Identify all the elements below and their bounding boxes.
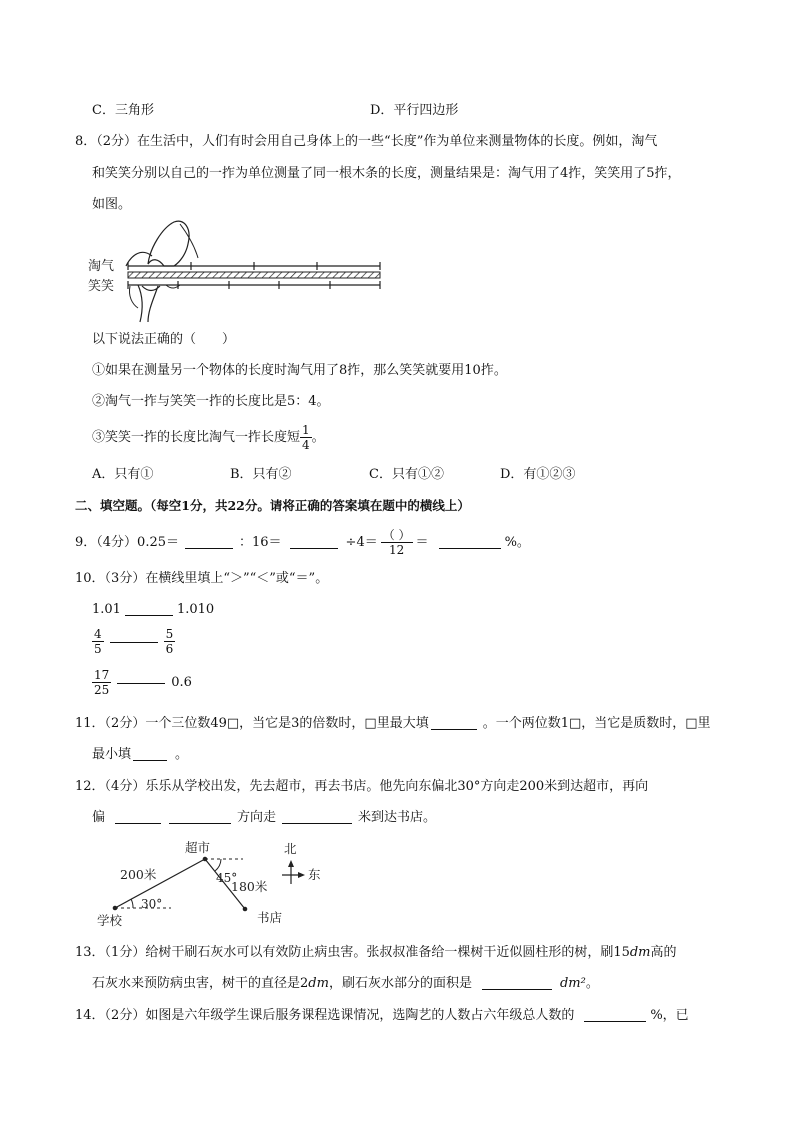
- q14-l1-a: 14．（2分）如图是六年级学生课后服务课程选课情况，选陶艺的人数占六年级总人数的: [75, 1008, 575, 1023]
- q13-l2-c: 。: [585, 976, 599, 991]
- east-arrow-icon: [298, 872, 305, 878]
- q10-a-right: 1.010: [176, 602, 215, 617]
- q13-unit-dm-2: dm: [308, 976, 329, 991]
- q9-frac-den: 12: [388, 543, 405, 557]
- q11-l2-b: 。: [175, 747, 189, 762]
- q10-line: 10．（3分）在横线里填上“＞”“＜”或“＝”。: [75, 571, 329, 586]
- xiaoxiao-hand-drawing: [138, 285, 160, 322]
- q11-l1-a: 11．（2分）一个三位数49□，当它是3的倍数时，□里最大填: [75, 716, 429, 731]
- q10-c-blank: [117, 682, 165, 684]
- q11-blank-1: [431, 717, 477, 730]
- q8-option-a: A．只有①: [92, 467, 154, 482]
- label-north: 北: [284, 841, 297, 856]
- q10-a-blank: [125, 603, 173, 616]
- q10-c-left: [92, 669, 111, 696]
- q13-l1-a: 13．（1分）给树干刷石灰水可以有效防止病虫害。张叔叔准备给一棵树干近似圆柱形的树，刷15: [75, 945, 630, 960]
- label-bookstore: 书店: [257, 910, 283, 925]
- q11-line-1: [75, 717, 711, 730]
- q8-line-2: 和笑笑分别以自己的一拃为单位测量了同一根木条的长度，测量结果是：淘气用了4拃，笑笑用了5拃，: [92, 166, 681, 181]
- q10-b-left-den: 5: [94, 642, 102, 656]
- q10-b-right-num: 5: [165, 627, 174, 641]
- q8-line-1: 8．（2分）在生活中，人们有时会用自己身体上的一些“长度”作为单位来测量物体的长度。例如，淘气: [75, 134, 658, 149]
- q14-l1-b: %，已: [650, 1008, 689, 1023]
- q9-colon16: ：16＝: [239, 535, 282, 550]
- q10-a-left: 1.01: [92, 602, 121, 617]
- q13-l1-b: 高的: [650, 945, 677, 960]
- q7-option-c: C．三角形: [92, 103, 154, 118]
- q11-line-2: [92, 748, 188, 761]
- q13-unit-dm2: dm²: [559, 976, 586, 991]
- q9-prefix: 9．（4分）0.25＝: [75, 535, 179, 550]
- q13-blank: [482, 977, 552, 990]
- q9-blank-1: [185, 536, 233, 549]
- q11-l2-a: 最小填: [92, 747, 132, 762]
- q8-option-b: B．只有②: [230, 467, 292, 482]
- label-dist-180: 180米: [231, 879, 268, 894]
- north-arrow-icon: [288, 860, 294, 867]
- label-supermarket: 超市: [185, 840, 211, 855]
- label-school: 学校: [97, 913, 123, 928]
- q10-c-right: 0.6: [171, 675, 192, 690]
- q10-c-left-num: 17: [94, 668, 110, 682]
- s3-denominator: 4: [302, 438, 310, 452]
- q8-option-c: C．只有①②: [369, 467, 444, 482]
- q9-div4: ÷4＝: [345, 535, 378, 550]
- q10-b-right: [164, 628, 176, 655]
- q12-l2-c: 米到达书店。: [358, 810, 437, 825]
- q9-blank-2: [290, 536, 338, 549]
- q13-line-1: [75, 946, 677, 959]
- market-point: [203, 857, 208, 862]
- q12-l2-b: 方向走: [237, 810, 277, 825]
- section-2-title: 二、填空题。（每空1分，共22分。请将正确的答案填在题中的横线上）: [75, 498, 470, 513]
- q10-b-left: [92, 628, 104, 655]
- bookstore-point: [243, 907, 248, 912]
- label-angle-30: 30°: [141, 897, 163, 911]
- q8-statement-3: [92, 424, 325, 451]
- q9-eq: ＝: [415, 535, 429, 550]
- school-point: [113, 906, 118, 911]
- q10-c-left-den: 25: [94, 683, 110, 697]
- q8-statement-2: ②淘气一拃与笑笑一拃的长度比是5：4。: [92, 394, 330, 409]
- q10-b-blank: [110, 641, 158, 643]
- q9-fraction: [381, 529, 413, 556]
- q8-question: 以下说法正确的（ ）: [92, 332, 236, 347]
- q8-option-d: D．有①②③: [500, 467, 576, 482]
- q10-b-right-den: 6: [165, 642, 174, 656]
- s3-end: 。: [311, 430, 325, 445]
- q13-line-2: [92, 977, 599, 990]
- label-east: 东: [308, 867, 321, 882]
- q8-statement-1: ①如果在测量另一个物体的长度时淘气用了8拃，那么笑笑就要用10拃。: [92, 363, 507, 378]
- q12-l2-a: 偏: [92, 810, 106, 825]
- q13-l2-a: 石灰水来预防病虫害，树干的直径是2: [92, 976, 309, 991]
- q11-l1-b: 。一个两位数1□，当它是质数时，□里: [482, 716, 711, 731]
- q9-frac-num: （ ）: [382, 528, 411, 542]
- q12-blank-1: [115, 811, 161, 824]
- label-xiaoxiao: 笑笑: [88, 279, 115, 294]
- q10-compare-a: [92, 603, 214, 616]
- q13-l2-b: ，刷石灰水部分的面积是: [328, 976, 472, 991]
- q9-blank-3: [439, 536, 501, 549]
- s3-text: ③笑笑一拃的长度比淘气一拃长度短: [92, 430, 301, 445]
- label-taoqi: 淘气: [88, 259, 115, 274]
- q12-blank-3: [282, 811, 352, 824]
- s3-numerator: 1: [302, 423, 310, 437]
- s3-fraction: [300, 424, 312, 451]
- q8-hand-span-figure: [88, 218, 388, 330]
- q9-percent: %。: [504, 535, 530, 550]
- q12-line-1: 12．（4分）乐乐从学校出发，先去超市，再去书店。他先向东偏北30°方向走200米到达超市，再向: [75, 779, 649, 794]
- q10-b-left-num: 4: [94, 627, 102, 641]
- q12-line-2: [92, 811, 436, 824]
- q7-option-d: D．平行四边形: [370, 103, 459, 118]
- q14-line-1: [75, 1009, 689, 1022]
- q8-line-3: 如图。: [92, 197, 132, 212]
- label-angle-45: 45°: [216, 871, 238, 885]
- q12-blank-2: [169, 811, 231, 824]
- q9-line: [75, 529, 530, 556]
- wooden-strip: [128, 272, 380, 278]
- q10-compare-b: [92, 628, 175, 655]
- q11-blank-2: [133, 748, 167, 761]
- q10-compare-c: [92, 669, 192, 696]
- q13-unit-dm: dm: [629, 945, 651, 960]
- q14-blank: [584, 1009, 646, 1022]
- label-dist-200: 200米: [120, 867, 157, 882]
- q12-route-figure: [95, 837, 335, 929]
